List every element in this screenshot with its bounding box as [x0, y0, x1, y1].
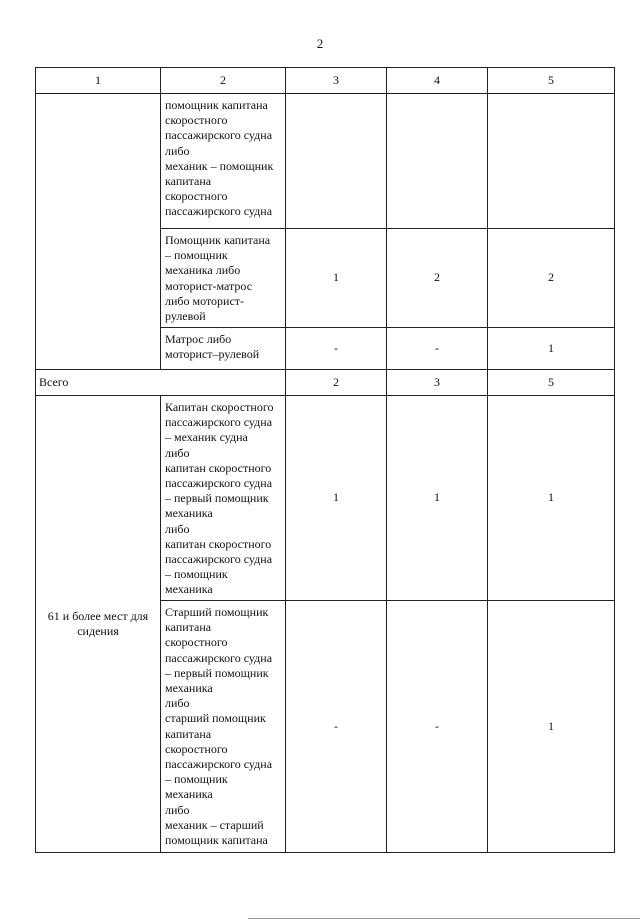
crew-line: Капитан скоростного [165, 400, 274, 414]
header-cell-1: 1 [36, 68, 161, 94]
crew-composition-cell [161, 94, 286, 229]
category-line: 61 и более мест для [47, 608, 149, 623]
crew-line: либо [165, 521, 190, 536]
scan-edge-divider [248, 918, 640, 919]
total-label: Всего [36, 370, 286, 396]
crew-line: – первый помощник [165, 491, 269, 506]
value-cell-col4: 2 [387, 229, 488, 328]
crew-line: капитана [165, 620, 212, 635]
crew-line: пассажирского судна [165, 128, 273, 143]
crew-composition-cell [161, 328, 286, 370]
crew-table [35, 67, 615, 853]
crew-line: либо [165, 802, 190, 817]
value-cell-col5: 2 [488, 229, 615, 328]
crew-line: пассажирского судна [165, 204, 273, 219]
header-row [36, 68, 615, 94]
crew-line: скоростного [165, 635, 228, 650]
crew-line: моторист–рулевой [165, 347, 260, 362]
header-cell-4: 4 [387, 68, 488, 94]
value-cell-col3: 1 [286, 396, 387, 601]
crew-line: либо [165, 445, 190, 460]
crew-line: капитана [165, 726, 212, 741]
value-cell-col4: - [387, 601, 488, 853]
crew-line: механика [165, 506, 213, 521]
value-cell-col4: 1 [387, 396, 488, 601]
total-col4: 3 [387, 370, 488, 396]
crew-line: пассажирского судна [165, 415, 273, 430]
table-row [36, 396, 615, 601]
header-cell-5: 5 [488, 68, 615, 94]
crew-line: пассажирского судна [165, 650, 273, 665]
crew-line: механик – помощник [165, 158, 274, 173]
crew-line: капитана [165, 174, 212, 189]
value-cell-col5: 1 [488, 396, 615, 601]
crew-line: либо моторист- [165, 293, 245, 308]
total-row [36, 370, 615, 396]
value-cell-col5 [488, 94, 615, 229]
page-number: 2 [316, 36, 324, 51]
crew-line: Матрос либо [165, 332, 232, 346]
header-cell-3: 3 [286, 68, 387, 94]
crew-line: – первый помощник [165, 665, 269, 680]
crew-line: – помощник [165, 772, 228, 787]
value-cell-col4 [387, 94, 488, 229]
category-cell-empty [36, 94, 161, 370]
crew-composition-cell [161, 396, 286, 601]
crew-line: механика [165, 582, 213, 597]
crew-line: капитан скоростного [165, 536, 272, 551]
crew-line: капитан скоростного [165, 460, 272, 475]
crew-line: рулевой [165, 309, 206, 324]
value-cell-col5: 1 [488, 601, 615, 853]
crew-line: скоростного [165, 189, 228, 204]
crew-line: Помощник капитана [165, 233, 271, 247]
crew-line: либо [165, 696, 190, 711]
crew-line: механика либо [165, 263, 241, 278]
value-cell-col4: - [387, 328, 488, 370]
crew-line: помощник капитана [165, 833, 268, 848]
header-cell-2: 2 [161, 68, 286, 94]
crew-line: помощник капитана [165, 98, 268, 112]
crew-line: механика [165, 787, 213, 802]
crew-line: – помощник [165, 567, 228, 582]
crew-line: старший помощник [165, 711, 266, 726]
value-cell-col3: 1 [286, 229, 387, 328]
crew-line: механика [165, 681, 213, 696]
crew-composition-cell [161, 229, 286, 328]
value-cell-col3: - [286, 601, 387, 853]
crew-line: пассажирского судна [165, 757, 273, 772]
total-col5: 5 [488, 370, 615, 396]
table-row [36, 94, 615, 229]
crew-line: скоростного [165, 741, 228, 756]
crew-line: скоростного [165, 113, 228, 128]
category-line: сидения [77, 624, 119, 638]
value-cell-col3: - [286, 328, 387, 370]
crew-composition-cell [161, 601, 286, 853]
crew-line: – механик судна [165, 430, 248, 445]
crew-line: Старший помощник [165, 605, 269, 619]
crew-line: моторист-матрос [165, 278, 253, 293]
crew-line: механик – старший [165, 817, 264, 832]
crew-line: пассажирского судна [165, 552, 273, 567]
value-cell-col3 [286, 94, 387, 229]
crew-line: либо [165, 143, 190, 158]
crew-line: – помощник [165, 248, 228, 263]
category-cell [36, 396, 161, 853]
crew-line: пассажирского судна [165, 476, 273, 491]
value-cell-col5: 1 [488, 328, 615, 370]
total-col3: 2 [286, 370, 387, 396]
